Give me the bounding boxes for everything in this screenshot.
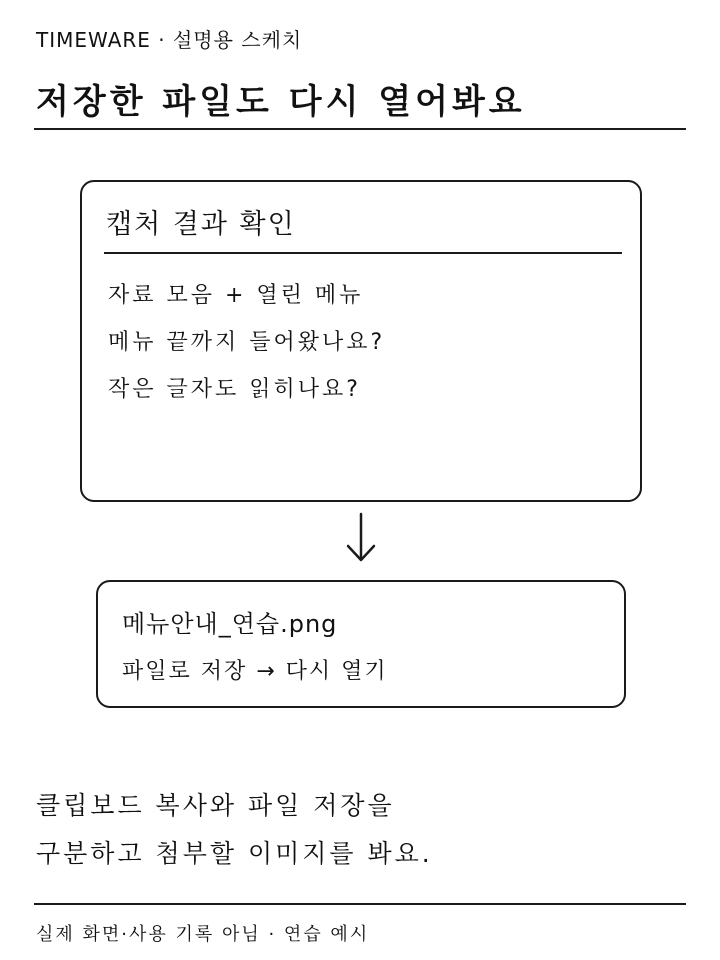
footer-note: 실제 화면·사용 기록 아님 · 연습 예시 bbox=[36, 924, 370, 945]
capture-check-card bbox=[80, 180, 642, 502]
bottom-divider bbox=[34, 903, 686, 905]
page-title: 저장한 파일도 다시 열어봐요 bbox=[36, 82, 526, 122]
capture-check-item: 자료 모음 + 열린 메뉴 bbox=[108, 283, 364, 308]
capture-card-title: 캡처 결과 확인 bbox=[106, 209, 296, 240]
top-divider bbox=[34, 128, 686, 130]
summary-line: 구분하고 첨부할 이미지를 봐요. bbox=[36, 839, 433, 868]
capture-check-item: 작은 글자도 읽히나요? bbox=[108, 377, 361, 402]
capture-check-item: 메뉴 끝까지 들어왔나요? bbox=[108, 330, 386, 355]
saved-file-card bbox=[96, 580, 626, 708]
summary-line: 클립보드 복사와 파일 저장을 bbox=[36, 791, 395, 820]
arrow-down-icon bbox=[344, 512, 378, 564]
saved-filename: 메뉴안내_연습.png bbox=[122, 610, 338, 638]
sketch-kicker: TIMEWARE · 설명용 스케치 bbox=[36, 28, 303, 52]
save-reopen-step: 파일로 저장 → 다시 열기 bbox=[122, 659, 388, 684]
capture-card-divider bbox=[104, 252, 622, 254]
